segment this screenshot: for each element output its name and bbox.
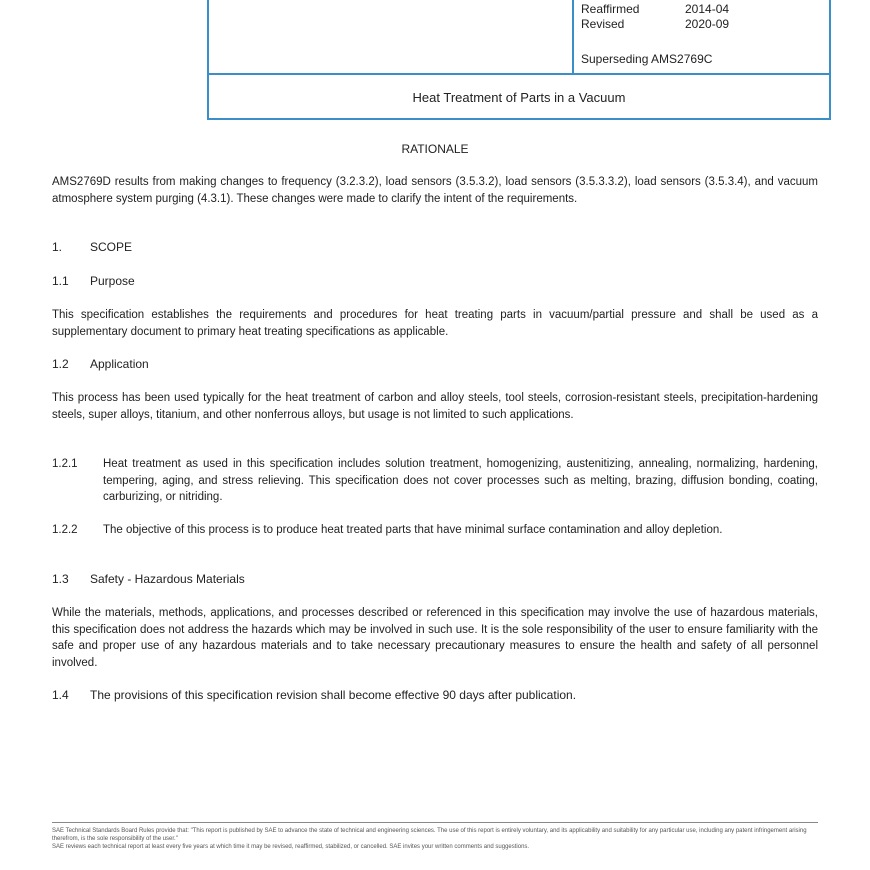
section-title: Application bbox=[90, 357, 149, 371]
revision-meta bbox=[581, 2, 729, 32]
document-title: Heat Treatment of Parts in a Vacuum bbox=[412, 90, 626, 105]
section-1-4 bbox=[52, 688, 576, 702]
section-title: Safety - Hazardous Materials bbox=[90, 572, 245, 586]
section-number: 1.4 bbox=[52, 688, 69, 702]
section-number: 1.3 bbox=[52, 572, 69, 586]
revised-value: 2020-09 bbox=[685, 17, 730, 31]
section-1-4-text: The provisions of this specification revision shall become effective 90 days after publication. bbox=[90, 688, 577, 702]
rationale-heading: RATIONALE bbox=[401, 142, 469, 156]
section-number: 1.2.2 bbox=[52, 524, 78, 536]
section-1-2-2-text: The objective of this process is to produce heat treated parts that have minimal surface contamination and alloy depletion. bbox=[103, 524, 723, 536]
footer-line-2: SAE reviews each technical report at least every five years at which time it may be revised, reaffirmed, stabilized, or cancelled. SAE invites your written comments and suggestions. bbox=[52, 844, 530, 850]
reaffirmed-label: Reaffirmed bbox=[581, 2, 640, 16]
section-1-2-1 bbox=[52, 456, 818, 506]
document-header-box bbox=[207, 0, 831, 120]
rationale-text: AMS2769D results from making changes to frequency (3.2.3.2), load sensors (3.5.3.2), load sensors (3.5.3.3.2), load sensors (3.5.3.4), and vacuum atmosphere system purging (4.3.1). These changes were made to clarify the intent of the requirements. bbox=[52, 176, 818, 205]
section-number: 1.1 bbox=[52, 274, 69, 288]
section-1-1-text: This specification establishes the requirements and procedures for heat treating parts in vacuum/partial pressure and shall be used as a supplementary document to primary heat treating specifications as applicable. bbox=[52, 309, 818, 338]
section-title: SCOPE bbox=[90, 240, 133, 254]
section-1-heading bbox=[52, 240, 132, 254]
section-number: 1. bbox=[52, 240, 63, 254]
section-1-2-text: This process has been used typically for the heat treatment of carbon and alloy steels, tool steels, corrosion-resistant steels, precipitation-hardening steels, super alloys, titanium, and other nonferrous alloys, but usage is not limited to such applications. bbox=[52, 392, 818, 421]
header-divider bbox=[572, 0, 574, 73]
section-1-1-heading bbox=[52, 274, 135, 288]
page-footer bbox=[52, 822, 818, 851]
superseding-text: Superseding AMS2769C bbox=[581, 52, 713, 66]
section-1-3-text: While the materials, methods, applications, and processes described or referenced in this specification may involve the use of hazardous materials, this specification does not address the hazards which may be involved in such use. It is the sole responsibility of the user to ensure familiarity with the safe and proper use of any hazardous materials and to take necessary precautionary measures to ensure the health and safety of all personnel involved. bbox=[52, 607, 818, 669]
section-title: Purpose bbox=[90, 274, 135, 288]
section-1-2-2 bbox=[52, 522, 818, 539]
reaffirmed-value: 2014-04 bbox=[685, 2, 730, 16]
footer-line-1: SAE Technical Standards Board Rules provide that: "This report is published by SAE to advance the state of technical and engineering sciences. The use of this report is entirely voluntary, and its applicability and suitability for any particular use, including any patent infringement arising therefrom, is the sole responsibility of the user." bbox=[52, 828, 807, 842]
section-1-3-heading bbox=[52, 572, 245, 586]
revised-label: Revised bbox=[581, 17, 625, 31]
section-number: 1.2 bbox=[52, 357, 69, 371]
section-number: 1.2.1 bbox=[52, 458, 78, 470]
header-top-row bbox=[209, 0, 829, 75]
section-1-2-1-text: Heat treatment as used in this specification includes solution treatment, homogenizing, austenitizing, annealing, normalizing, hardening, tempering, aging, and stress relieving. This specification does not cover processes such as melting, brazing, diffusion bonding, coating, carburizing, or nitriding. bbox=[103, 458, 818, 503]
section-1-2-heading bbox=[52, 357, 149, 371]
